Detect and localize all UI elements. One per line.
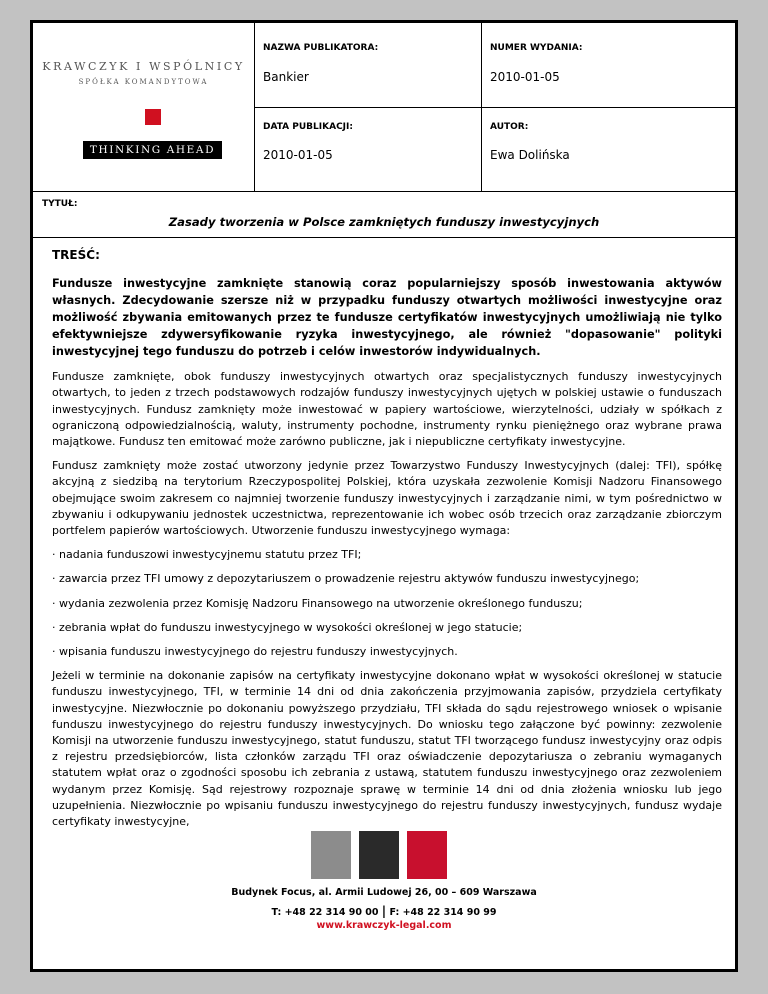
paragraph-1: Fundusze zamknięte, obok funduszy inwestycyjnych otwartych oraz specjalistycznych funduszy inwestycyjnych otwartych, to jeden z trzech podstawowych rodzajów funduszy inwestycyjnych ujętych w polskiej ustawie o funduszach inwestycyjnych. Fundusz zamknięty może inwestować w papiery wartościowe, wierzytelności, udziały w spółkach z ograniczoną odpowiedzialnością, waluty, instrumenty pochodne, instrumenty rynku pieniężnego oraz wybrane prawa majątkowe. Fundusz ten emitować może zarówno publiczne, jak i niepubliczne certyfikaty inwestycyjne. bbox=[52, 370, 722, 449]
list-item: · zawarcia przez TFI umowy z depozytariuszem o prowadzenie rejestru aktywów funduszu inwestycyjnego; bbox=[52, 572, 640, 586]
firm-name: KRAWCZYK I WSPÓLNICY bbox=[42, 60, 245, 73]
issue-label: NUMER WYDANIA: bbox=[490, 43, 583, 53]
title-label: TYTUŁ: bbox=[42, 199, 78, 209]
paragraph-2: Fundusz zamknięty może zostać utworzony jedynie przez Towarzystwo Funduszy Inwestycyjnych (dalej: TFI), spółkę akcyjną z siedzibą na terytorium Rzeczypospolitej Polskiej, która uzyskała zezwolenie Komisji Nadzoru Finansowego obejmujące swoim zakresem co najmniej tworzenie funduszy inwestycyjnych i zarządzanie nimi, w tym pośrednictwo w zbywaniu i odkupywaniu jednostek uczestnictwa, reprezentowanie ich wobec osób trzecich oraz zarządzanie zbiorczym portfelem papierów wartościowych. Utworzenie funduszu inwestycyjnego wymaga: bbox=[52, 459, 722, 538]
footer-contact bbox=[33, 904, 735, 918]
publication-info-grid bbox=[255, 23, 735, 191]
footer-gray-square-icon bbox=[311, 831, 351, 879]
issue-cell bbox=[482, 23, 735, 107]
header-table bbox=[33, 23, 735, 192]
footer-website-link[interactable]: www.krawczyk-legal.com bbox=[316, 920, 452, 931]
footer-red-square-icon bbox=[407, 831, 447, 879]
author-cell bbox=[482, 108, 735, 191]
date-value: 2010-01-05 bbox=[263, 148, 333, 162]
list-item: · wpisania funduszu inwestycyjnego do rejestru funduszy inwestycyjnych. bbox=[52, 645, 458, 659]
author-value: Ewa Dolińska bbox=[490, 148, 570, 162]
list-item: · wydania zezwolenia przez Komisję Nadzoru Finansowego na utworzenie określonego funduszu; bbox=[52, 596, 583, 610]
list-item: · zebrania wpłat do funduszu inwestycyjnego w wysokości określonej w jego statucie; bbox=[52, 620, 523, 634]
list-item: · nadania funduszowi inwestycyjnemu statutu przez TFI; bbox=[52, 548, 362, 562]
footer bbox=[33, 831, 735, 971]
date-label: DATA PUBLIKACJI: bbox=[263, 122, 353, 132]
logo-red-square-icon bbox=[145, 109, 161, 125]
publisher-label: NAZWA PUBLIKATORA: bbox=[263, 43, 379, 53]
date-cell bbox=[255, 108, 481, 191]
logo-cell bbox=[33, 23, 255, 191]
document-page bbox=[30, 20, 738, 972]
footer-fax: F: +48 22 314 90 99 bbox=[389, 907, 497, 918]
author-label: AUTOR: bbox=[490, 122, 529, 132]
paragraph-3: Jeżeli w terminie na dokonanie zapisów na certyfikaty inwestycyjne dokonano wpłat w wysokości określonej w statucie funduszu inwestycyjnego, TFI, w terminie 14 dni od dnia zakończenia przyjmowania zapisów, przydziela certyfikaty inwestycyjne. Niezwłocznie po dokonaniu powyższego przydziału, TFI składa do sądu rejestrowego wniosek o wpisanie funduszu inwestycyjnego do rejestru funduszy inwestycyjnych. Do wniosku tego załączone być powinny: zezwolenie Komisji na utworzenie funduszu inwestycyjnego, statut funduszu, statut TFI tworzącego fundusz inwestycyjny oraz odpis z rejestru przedsiębiorców, lista członków zarządu TFI oraz oświadczenie depozytariusza o zebraniu wymaganych statutem wpłat oraz o zgodności sposobu ich zebrania z ustawą, statutem funduszu inwestycyjnego oraz zezwoleniem wydanym przez Komisję. Sąd rejestrowy rozpoznaje sprawę w terminie 14 dni od dnia złożenia wniosku lub jego uzupełnienia. Niezwłocznie po wpisaniu funduszu inwestycyjnego do rejestru funduszy inwestycyjnych, fundusz wydaje certyfikaty inwestycyjne, bbox=[52, 669, 722, 829]
content-heading: TREŚĆ: bbox=[52, 248, 100, 262]
publisher-value: Bankier bbox=[263, 70, 309, 84]
firm-subtitle: SPÓŁKA KOMANDYTOWA bbox=[78, 78, 209, 86]
footer-separator: | bbox=[381, 904, 387, 918]
article-title: Zasady tworzenia w Polsce zamkniętych funduszy inwestycyjnych bbox=[168, 215, 600, 229]
title-row bbox=[33, 192, 735, 238]
lead-paragraph: Fundusze inwestycyjne zamknięte stanowią coraz popularniejszy sposób inwestowania aktywów własnych. Zdecydowanie szersze niż w przypadku funduszy otwartych możliwości inwestycyjne oraz możliwość zbywania emitowanych przez te fundusze certyfikatów inwestycyjnych umożliwiają nie tylko efektywniejsze zdywersyfikowanie ryzyka inwestycyjnego, ale również "dopasowanie" polityki inwestycyjnej tego funduszu do potrzeb i celów inwestorów indywidualnych. bbox=[52, 277, 722, 359]
footer-phone: T: +48 22 314 90 00 bbox=[271, 907, 379, 918]
content-section bbox=[52, 247, 722, 838]
tagline-badge: THINKING AHEAD bbox=[83, 141, 222, 159]
publisher-cell bbox=[255, 23, 481, 107]
footer-address: Budynek Focus, al. Armii Ludowej 26, 00 – 609 Warszawa bbox=[231, 887, 537, 898]
issue-value: 2010-01-05 bbox=[490, 70, 560, 84]
footer-black-square-icon bbox=[359, 831, 399, 879]
